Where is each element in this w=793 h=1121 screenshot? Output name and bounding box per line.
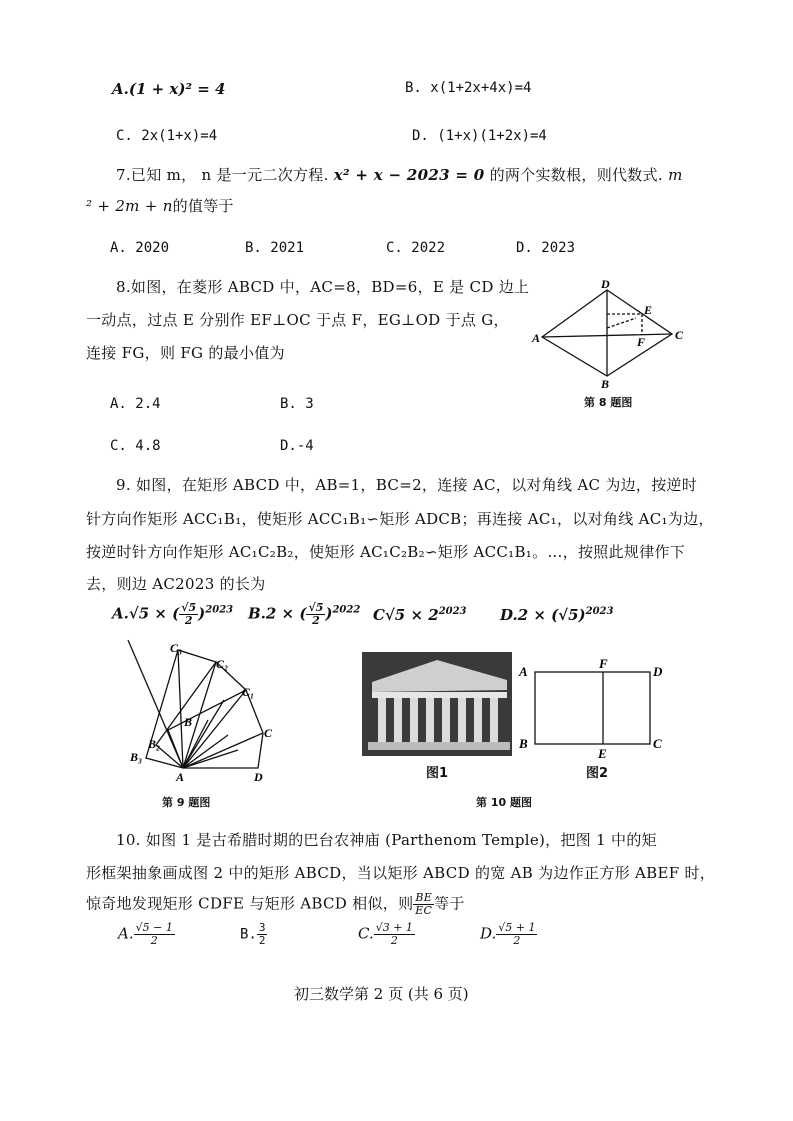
q9-label-c: C bbox=[264, 726, 273, 740]
q10-d-den: 2 bbox=[513, 934, 521, 947]
q10-label-d: D bbox=[653, 664, 663, 679]
q10-fig2-caption: 图2 bbox=[586, 766, 609, 781]
q6-option-c: C. 2x(1+x)=4 bbox=[116, 128, 218, 144]
q9-option-d bbox=[500, 606, 613, 624]
q9-b-exp: 2022 bbox=[332, 604, 361, 616]
q8-stem-line2: 一动点，过点 E 分别作 EF⊥OC 于点 F，EG⊥OD 于点 G， bbox=[86, 311, 509, 329]
q9-label-c2: C₂ bbox=[216, 657, 229, 671]
q9-c-text: C√5 × 2 bbox=[373, 606, 439, 624]
q7-expr-m: m bbox=[668, 166, 683, 184]
q9-label-b2: B₂ bbox=[148, 737, 161, 751]
q10-a-den: 2 bbox=[150, 934, 158, 947]
page-footer: 初三数学第 2 页 (共 6 页) bbox=[294, 985, 469, 1003]
q8-label-e: E bbox=[644, 303, 653, 317]
q10-b-num: 3 bbox=[258, 921, 266, 934]
q10-option-c bbox=[358, 922, 415, 947]
q7-option-d: D. 2023 bbox=[516, 240, 576, 256]
q9-rectangle-spiral-figure bbox=[128, 640, 288, 785]
q7-equation: x² + x − 2023 = 0 bbox=[333, 166, 485, 184]
q7-stem-line2 bbox=[86, 195, 234, 216]
q8-option-c: C. 4.8 bbox=[110, 438, 161, 454]
q8-stem-line1: 8.如图，在菱形 ABCD 中，AC=8，BD=6，E 是 CD 边上 bbox=[116, 278, 530, 296]
q7-option-a: A. 2020 bbox=[110, 240, 170, 256]
q10-option-d bbox=[480, 922, 537, 947]
q10-ratio-den: EC bbox=[415, 904, 433, 917]
q8-label-c: C bbox=[675, 328, 684, 342]
q8-label-f: F bbox=[637, 335, 646, 349]
q9-label-d: D bbox=[254, 770, 263, 784]
q10-option-a bbox=[118, 922, 175, 947]
q9-option-c bbox=[373, 606, 467, 624]
q9-d-text: D.2 × (√5) bbox=[500, 606, 586, 624]
q9-option-a: A.√5 × ( $\frac{√5}{2}$ )$^{2023}$ bbox=[112, 601, 234, 627]
q9-a-frac-den: 2 bbox=[184, 614, 193, 627]
q9-a-frac-num: √5 bbox=[181, 601, 197, 614]
q9-stem-line2: 针方向作矩形 ACC₁B₁，使矩形 ACC₁B₁∽矩形 ADCB；再连接 AC₁，以对角线 AC₁为边， bbox=[86, 510, 714, 528]
q10-label-b: B bbox=[519, 736, 528, 751]
q9-b-frac-num: √5 bbox=[308, 601, 324, 614]
q10-stem-line1: 10. 如图 1 是古希腊时期的巴台农神庙 (Parthenom Temple)，把图 1 中的矩 bbox=[116, 831, 657, 849]
q9-label-b3: B₃ bbox=[130, 750, 143, 764]
parthenon-illustration bbox=[362, 652, 512, 756]
q10-d-num: √5 + 1 bbox=[498, 921, 536, 934]
q8-label-d: D bbox=[601, 277, 610, 291]
q10-ratio-num: BE bbox=[415, 891, 433, 904]
q10-c-den: 2 bbox=[390, 934, 398, 947]
q10-a-pre: A. bbox=[118, 924, 134, 943]
q8-option-d: D.-4 bbox=[280, 438, 314, 454]
q10-stem-line2: 形框架抽象画成图 2 中的矩形 ABCD，当以矩形 ABCD 的宽 AB 为边作正方形 ABEF 时， bbox=[86, 864, 716, 882]
q8-label-a: A bbox=[532, 331, 541, 345]
q9-c-exp: 2023 bbox=[438, 606, 467, 617]
q9-stem-line3: 按逆时针方向作矩形 AC₁C₂B₂，使矩形 AC₁C₂B₂∽矩形 ACC₁B₁。…，按照此规律作下 bbox=[86, 543, 686, 561]
q7-option-c: C. 2022 bbox=[386, 240, 446, 256]
q10-label-e: E bbox=[598, 746, 607, 761]
q9-label-a: A bbox=[176, 770, 185, 784]
q8-rhombus-figure bbox=[530, 277, 690, 391]
q10-c-num: √3 + 1 bbox=[375, 921, 413, 934]
q7-stem-line1 bbox=[116, 164, 683, 185]
q10-rectangle-figure bbox=[515, 656, 670, 761]
q9-a-exp: 2023 bbox=[205, 604, 234, 616]
q9-stem-line1: 9. 如图，在矩形 ABCD 中，AB=1，BC=2，连接 AC，以对角线 AC 为边，按逆时 bbox=[116, 476, 698, 494]
q9-label-c1: C₁ bbox=[242, 685, 255, 699]
q10-d-pre: D. bbox=[480, 924, 497, 943]
q9-d-exp: 2023 bbox=[585, 606, 614, 617]
q10-a-num: √5 − 1 bbox=[135, 921, 173, 934]
q10-stem-line3 bbox=[86, 892, 465, 917]
q9-option-b: B.2 × ( $\frac{√5}{2}$ )$^{2022}$ bbox=[248, 601, 361, 627]
q9-b-frac-den: 2 bbox=[312, 614, 320, 627]
q10-b-den: 2 bbox=[258, 934, 266, 947]
q10-b-pre: B. bbox=[240, 926, 257, 943]
parthenon-photo bbox=[362, 652, 512, 756]
q9-stem-line4: 去，则边 AC2023 的长为 bbox=[86, 575, 266, 593]
q9-figure-caption: 第 9 题图 bbox=[162, 796, 211, 809]
q9-label-c3: C₃ bbox=[170, 641, 183, 655]
q7-text-end: 的值等于 bbox=[172, 197, 234, 215]
q8-option-b: B. 3 bbox=[280, 396, 314, 412]
q7-expr: ² + 2m + n bbox=[86, 197, 173, 215]
q7-text-post: 的两个实数根，则代数式. bbox=[489, 166, 663, 184]
q7-option-b: B. 2021 bbox=[245, 240, 305, 256]
q10-line3-pre: 惊奇地发现矩形 CDFE 与矩形 ABCD 相似，则 bbox=[86, 894, 414, 913]
q10-line3-post: 等于 bbox=[434, 894, 465, 913]
q10-fig1-caption: 图1 bbox=[426, 766, 449, 781]
q9-b-prefix: B.2 × bbox=[248, 604, 300, 623]
q6-option-b: B. x(1+2x+4x)=4 bbox=[405, 80, 532, 96]
q8-stem-line3: 连接 FG，则 FG 的最小值为 bbox=[86, 344, 285, 362]
q6-option-a: A.(1 + x)² = 4 bbox=[112, 80, 226, 98]
q6-option-d: D. (1+x)(1+2x)=4 bbox=[412, 128, 547, 144]
q8-label-b: B bbox=[601, 377, 610, 391]
q10-c-pre: C. bbox=[358, 924, 374, 943]
q10-label-c: C bbox=[653, 736, 662, 751]
q10-option-b bbox=[240, 922, 267, 947]
q10-label-f: F bbox=[599, 656, 608, 671]
q9-label-b: B bbox=[184, 715, 193, 729]
q7-text-pre: 7.已知 m， n 是一元二次方程. bbox=[116, 166, 329, 184]
q8-option-a: A. 2.4 bbox=[110, 396, 161, 412]
q8-figure-caption: 第 8 题图 bbox=[584, 396, 633, 409]
q9-a-prefix: A.√5 × bbox=[112, 604, 173, 623]
q10-figure-caption: 第 10 题图 bbox=[476, 796, 532, 809]
q10-label-a: A bbox=[519, 664, 528, 679]
